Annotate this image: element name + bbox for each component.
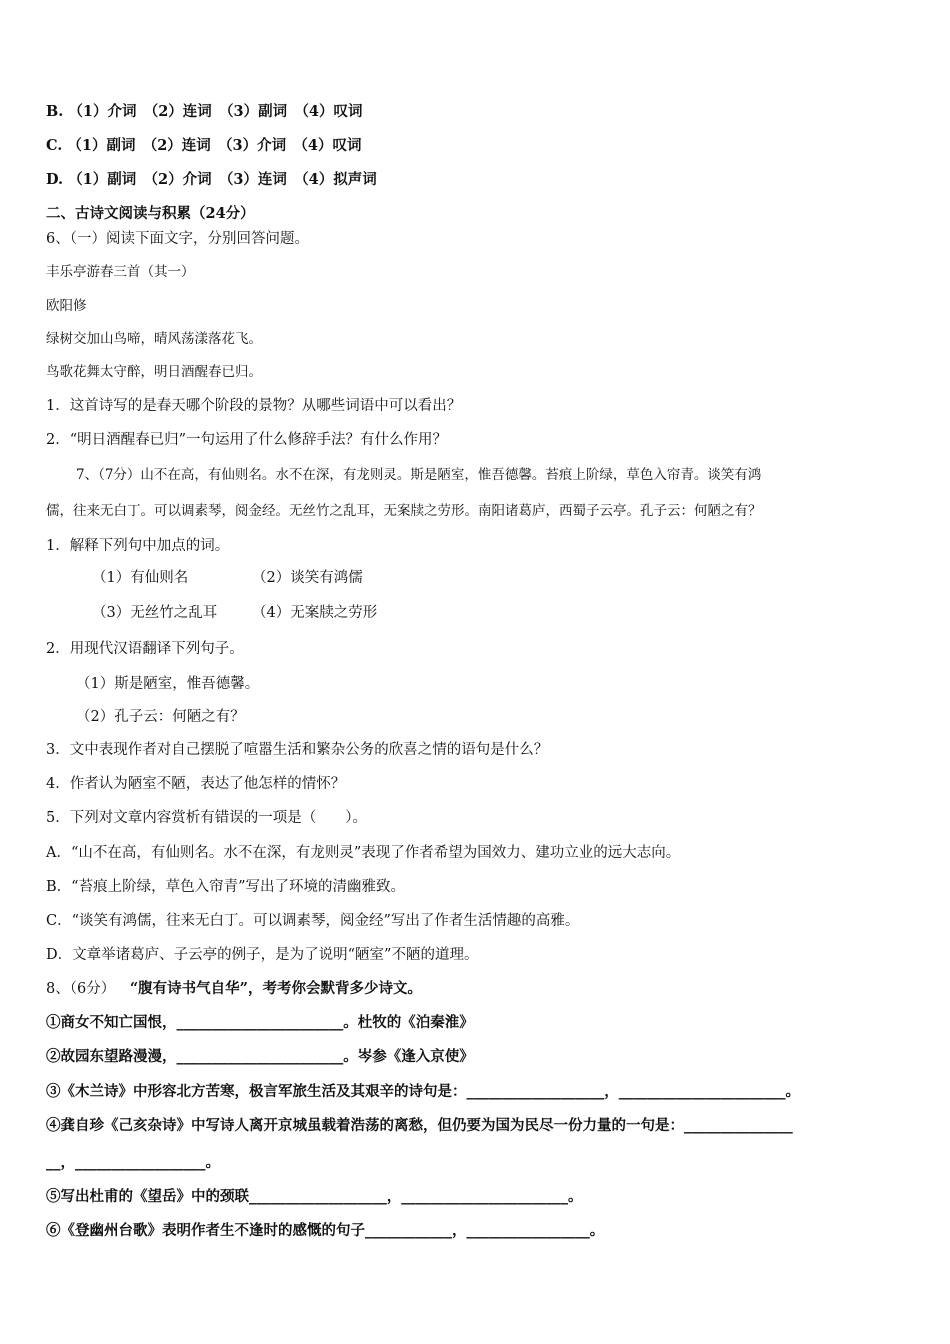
q7-sub2: 2．用现代汉语翻译下列句子。 (46, 641, 244, 657)
q7-sub1-a: （1）有仙则名 (92, 570, 189, 586)
q7-option-a: A．“山不在高，有仙则名。水不在深，有龙则灵”表现了作者希望为国效力、建功立业的远大志向。 (46, 845, 681, 861)
poem-author: 欧阳修 (46, 298, 87, 314)
section-heading: 二、古诗文阅读与积累（24分） (46, 205, 255, 222)
option-d: D. （1）副词 （2）介词 （3）连词 （4）拟声词 (46, 171, 377, 188)
q7-sub2-b: （2）孔子云：何陋之有？ (76, 709, 245, 725)
q8-line-5: ⑤写出杜甫的《望岳》中的颈联___________________，_______________________。 (46, 1188, 583, 1205)
poem-title: 丰乐亭游春三首（其一） (46, 264, 195, 280)
option-b: B. （1）介词 （2）连词 （3）副词 （4）叹词 (46, 103, 363, 120)
q8-prompt: “腹有诗书气自华”，考考你会默背多少诗文。 (129, 980, 422, 997)
q7-passage-line-1: 7、（7分）山不在高，有仙则名。水不在深，有龙则灵。斯是陋室，惟吾德馨。苔痕上阶绿，草色入帘青。谈笑有鸿 (76, 467, 762, 483)
q7-option-b: B．“苔痕上阶绿，草色入帘青”写出了环境的清幽雅致。 (46, 879, 405, 895)
q7-option-c: C．“谈笑有鸿儒，往来无白丁。可以调素琴，阅金经”写出了作者生活情趣的高雅。 (46, 913, 580, 929)
q7-option-d: D．文章举诸葛庐、子云亭的例子，是为了说明“陋室”不陋的道理。 (46, 947, 479, 963)
q8-number: 8、（6分） (46, 981, 116, 997)
q8-line-2: ②故园东望路漫漫，_______________________。岑参《逢入京使》 (46, 1048, 474, 1065)
q7-sub2-a: （1）斯是陋室，惟吾德馨。 (76, 676, 260, 692)
q6-intro: 6、（一）阅读下面文字，分别回答问题。 (46, 231, 309, 247)
q7-sub4: 4．作者认为陋室不陋，表达了他怎样的情怀？ (46, 776, 346, 792)
q7-sub1-d: （4）无案牍之劳形 (252, 605, 378, 621)
option-c: C. （1）副词 （2）连词 （3）介词 （4）叹词 (46, 137, 362, 154)
q8-line-6: ⑥《登幽州台歌》表明作者生不逢时的感慨的句子____________，_________________。 (46, 1222, 605, 1239)
q7-sub5: 5．下列对文章内容赏析有错误的一项是（ ）。 (46, 810, 367, 826)
q7-sub1: 1．解释下列句中加点的词。 (46, 538, 230, 554)
q6-sub2: 2．“明日酒醒春已归”一句运用了什么修辞手法？有什么作用？ (46, 432, 448, 448)
q7-sub1-c: （3）无丝竹之乱耳 (92, 605, 218, 621)
q6-sub1: 1．这首诗写的是春天哪个阶段的景物？从哪些词语中可以看出？ (46, 398, 462, 414)
q8-line-3: ③《木兰诗》中形容北方苦寒，极言军旅生活及其艰辛的诗句是：___________________，_______________________。 (46, 1083, 800, 1100)
q7-sub1-b: （2）谈笑有鸿儒 (252, 570, 363, 586)
q7-passage-line-2: 儒，往来无白丁。可以调素琴，阅金经。无丝竹之乱耳，无案牍之劳形。南阳诸葛庐，西蜀子云亭。孔子云：何陋之有？ (46, 503, 762, 519)
q8-header (46, 979, 422, 999)
poem-line-1: 绿树交加山鸟啼，晴风荡漾落花飞。 (46, 331, 262, 347)
q8-line-4a: ④龚自珍《己亥杂诗》中写诗人离开京城虽载着浩荡的离愁，但仍要为国为民尽一份力量的一句是：_______________ (46, 1117, 793, 1134)
q8-line-4b: __，__________________。 (46, 1154, 220, 1171)
poem-line-2: 鸟歌花舞太守醉，明日酒醒春已归。 (46, 364, 262, 380)
q7-sub3: 3．文中表现作者对自己摆脱了喧嚣生活和繁杂公务的欣喜之情的语句是什么？ (46, 742, 549, 758)
q8-line-1: ①商女不知亡国恨，_______________________。杜牧的《泊秦淮》 (46, 1014, 474, 1031)
